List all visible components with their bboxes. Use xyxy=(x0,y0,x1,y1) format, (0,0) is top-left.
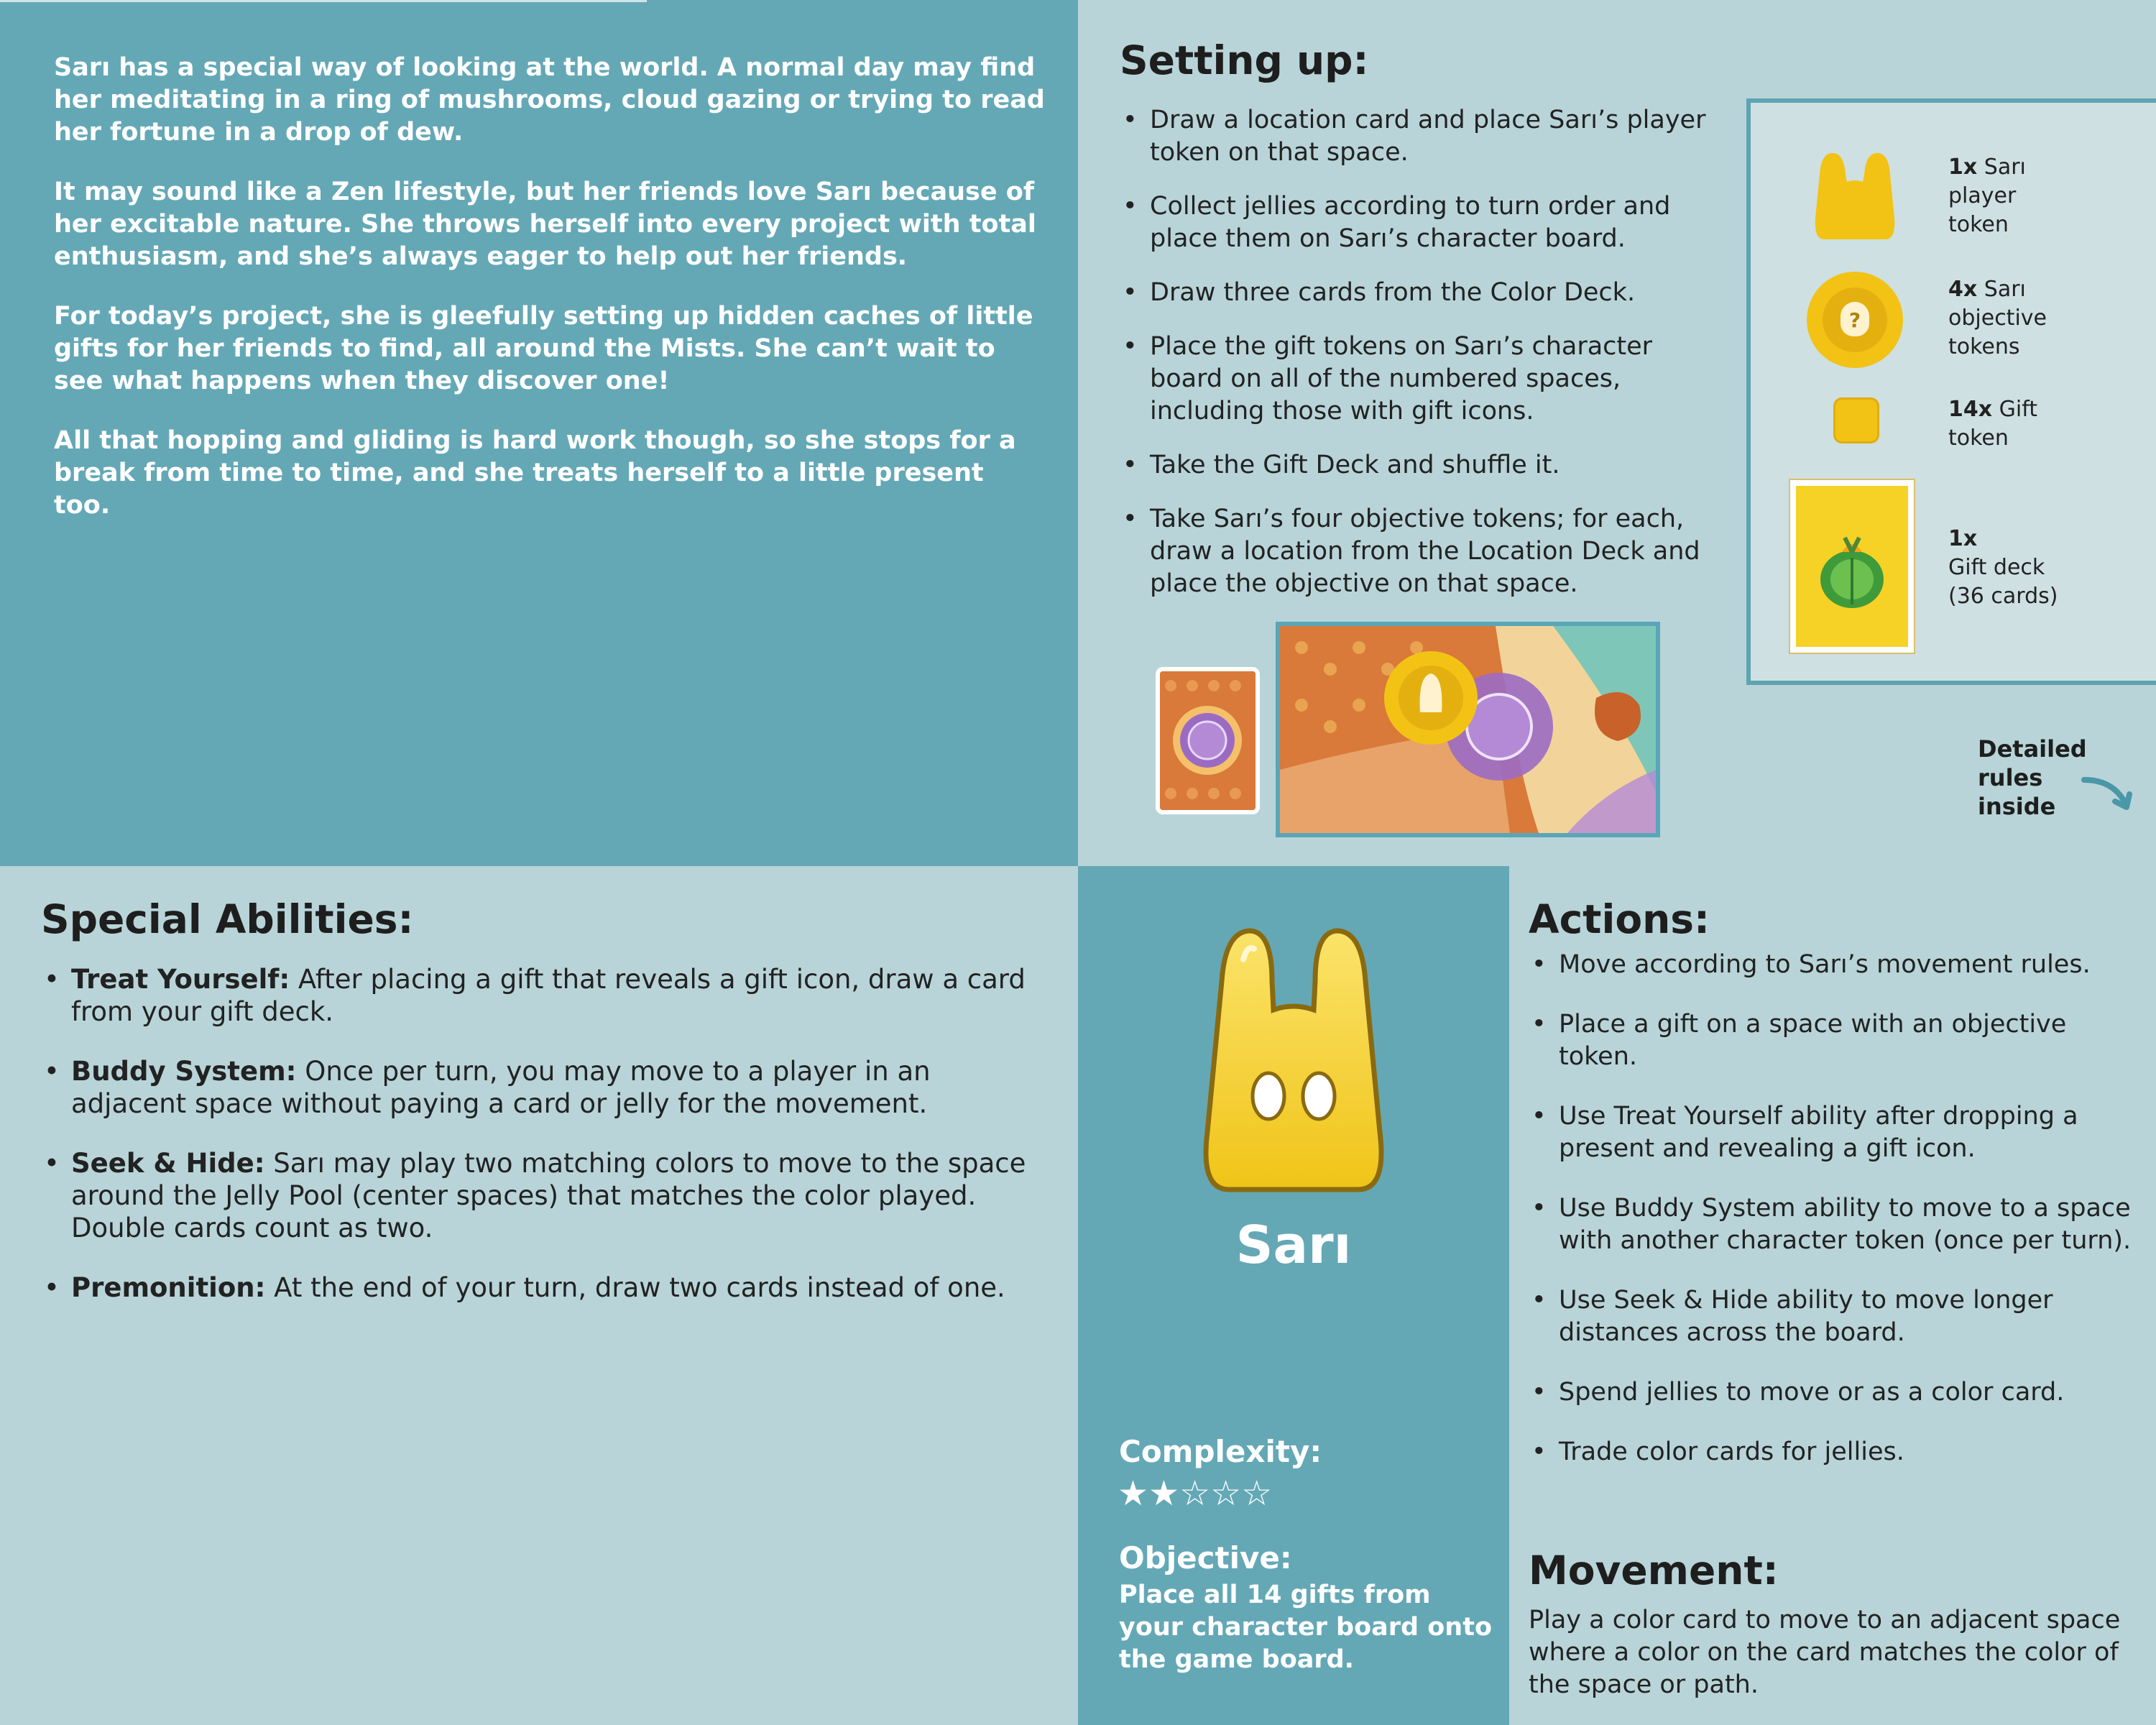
action-item: • Place a gift on a space with an objective token. xyxy=(1529,1008,2147,1073)
divider xyxy=(0,0,647,2)
location-card-image xyxy=(1156,667,1260,814)
game-board-image xyxy=(1276,622,1660,837)
gift-deck-icon xyxy=(1790,480,1914,653)
setup-item: • Draw a location card and place Sarı’s player token on that space. xyxy=(1120,104,1716,169)
component-label: 14x Gift token xyxy=(1948,397,2038,451)
ability-item: • Seek & Hide: Sarı may play two matching colors to move to the space around the Jelly Pool (center spaces) that matches the color played. Double cards count as two. xyxy=(41,1147,1033,1244)
actions-title: Actions: xyxy=(1529,896,1710,942)
setup-item: • Take Sarı’s four objective tokens; for each, draw a location from the Location Deck and place the objective on that space. xyxy=(1120,503,1716,600)
movement-text: Play a color card to move to an adjacent space where a color on the card matches the color of the space or path. xyxy=(1529,1606,2121,1699)
objective-text: Place all 14 gifts from your character board onto the game board. xyxy=(1119,1581,1493,1674)
actions-panel xyxy=(1509,866,2156,1725)
setup-item: • Place the gift tokens on Sarı’s character board on all of the numbered spaces, including those with gift icons. xyxy=(1120,331,1716,428)
bunny-token-icon xyxy=(1810,146,1900,247)
components-box xyxy=(1746,98,2156,685)
sari-character-icon xyxy=(1200,916,1387,1204)
character-name: Sarı xyxy=(1235,1215,1352,1275)
abilities-title: Special Abilities: xyxy=(41,896,414,942)
ability-item: • Buddy System: Once per turn, you may move to a player in an adjacent space without paying a card or jelly for the movement. xyxy=(41,1055,1033,1120)
story-paragraph: It may sound like a Zen lifestyle, but her friends love Sarı because of her excitable nature. She throws herself into every project with total enthusiasm, and she’s always eager to help out her friends. xyxy=(54,178,1036,271)
objective-label: Objective: xyxy=(1119,1540,1292,1576)
detailed-rules-note: Detailed rules inside xyxy=(1978,735,2087,820)
setup-item: • Collect jellies according to turn order and place them on Sarı’s character board. xyxy=(1120,190,1716,255)
setup-list xyxy=(1120,104,1716,622)
story-text xyxy=(54,52,1046,549)
component-label: 1x Gift deck (36 cards) xyxy=(1948,526,2058,609)
ability-item: • Premonition: At the end of your turn, draw two cards instead of one. xyxy=(41,1271,1033,1304)
character-panel xyxy=(1078,866,1509,1725)
gift-token-icon xyxy=(1833,397,1879,443)
setup-title: Setting up: xyxy=(1120,37,1369,83)
component-label: 1x Sarı player token xyxy=(1948,155,2026,237)
objective-token-icon: ? xyxy=(1807,272,1903,368)
story-paragraph: Sarı has a special way of looking at the world. A normal day may find her meditating in a ring of mushrooms, cloud gazing or trying to read her fortune in a drop of dew. xyxy=(54,53,1045,147)
component-label: 4x Sarı objective tokens xyxy=(1948,277,2047,359)
complexity-stars: ★★☆☆☆ xyxy=(1118,1473,1273,1514)
story-paragraph: All that hopping and gliding is hard work though, so she stops for a break from time to time, and she treats herself to a little present too. xyxy=(54,426,1016,520)
actions-list xyxy=(1529,949,2147,1496)
curved-arrow-icon xyxy=(2081,773,2138,816)
action-item: • Use Treat Yourself ability after dropping a present and revealing a gift icon. xyxy=(1529,1100,2147,1165)
setup-item: • Draw three cards from the Color Deck. xyxy=(1120,277,1716,309)
action-item: • Spend jellies to move or as a color card. xyxy=(1529,1376,2147,1409)
movement-title: Movement: xyxy=(1529,1547,1779,1593)
action-item: • Use Buddy System ability to move to a space with another character token (once per turn). xyxy=(1529,1192,2147,1257)
action-item: • Trade color cards for jellies. xyxy=(1529,1436,2147,1468)
setup-item: • Take the Gift Deck and shuffle it. xyxy=(1120,449,1716,482)
story-paragraph: For today’s project, she is gleefully setting up hidden caches of little gifts for her friends to find, all around the Mists. She can’t wait to see what happens when they discover one! xyxy=(54,302,1033,395)
abilities-panel xyxy=(0,866,1078,1725)
setup-panel xyxy=(1078,0,2156,866)
action-item: • Use Seek & Hide ability to move longer distances across the board. xyxy=(1529,1284,2147,1349)
story-panel xyxy=(0,0,1078,866)
complexity-label: Complexity: xyxy=(1119,1434,1322,1469)
action-item: • Move according to Sarı’s movement rules. xyxy=(1529,949,2147,981)
abilities-list xyxy=(41,963,1033,1331)
ability-item: • Treat Yourself: After placing a gift that reveals a gift icon, draw a card from your gift deck. xyxy=(41,963,1033,1028)
